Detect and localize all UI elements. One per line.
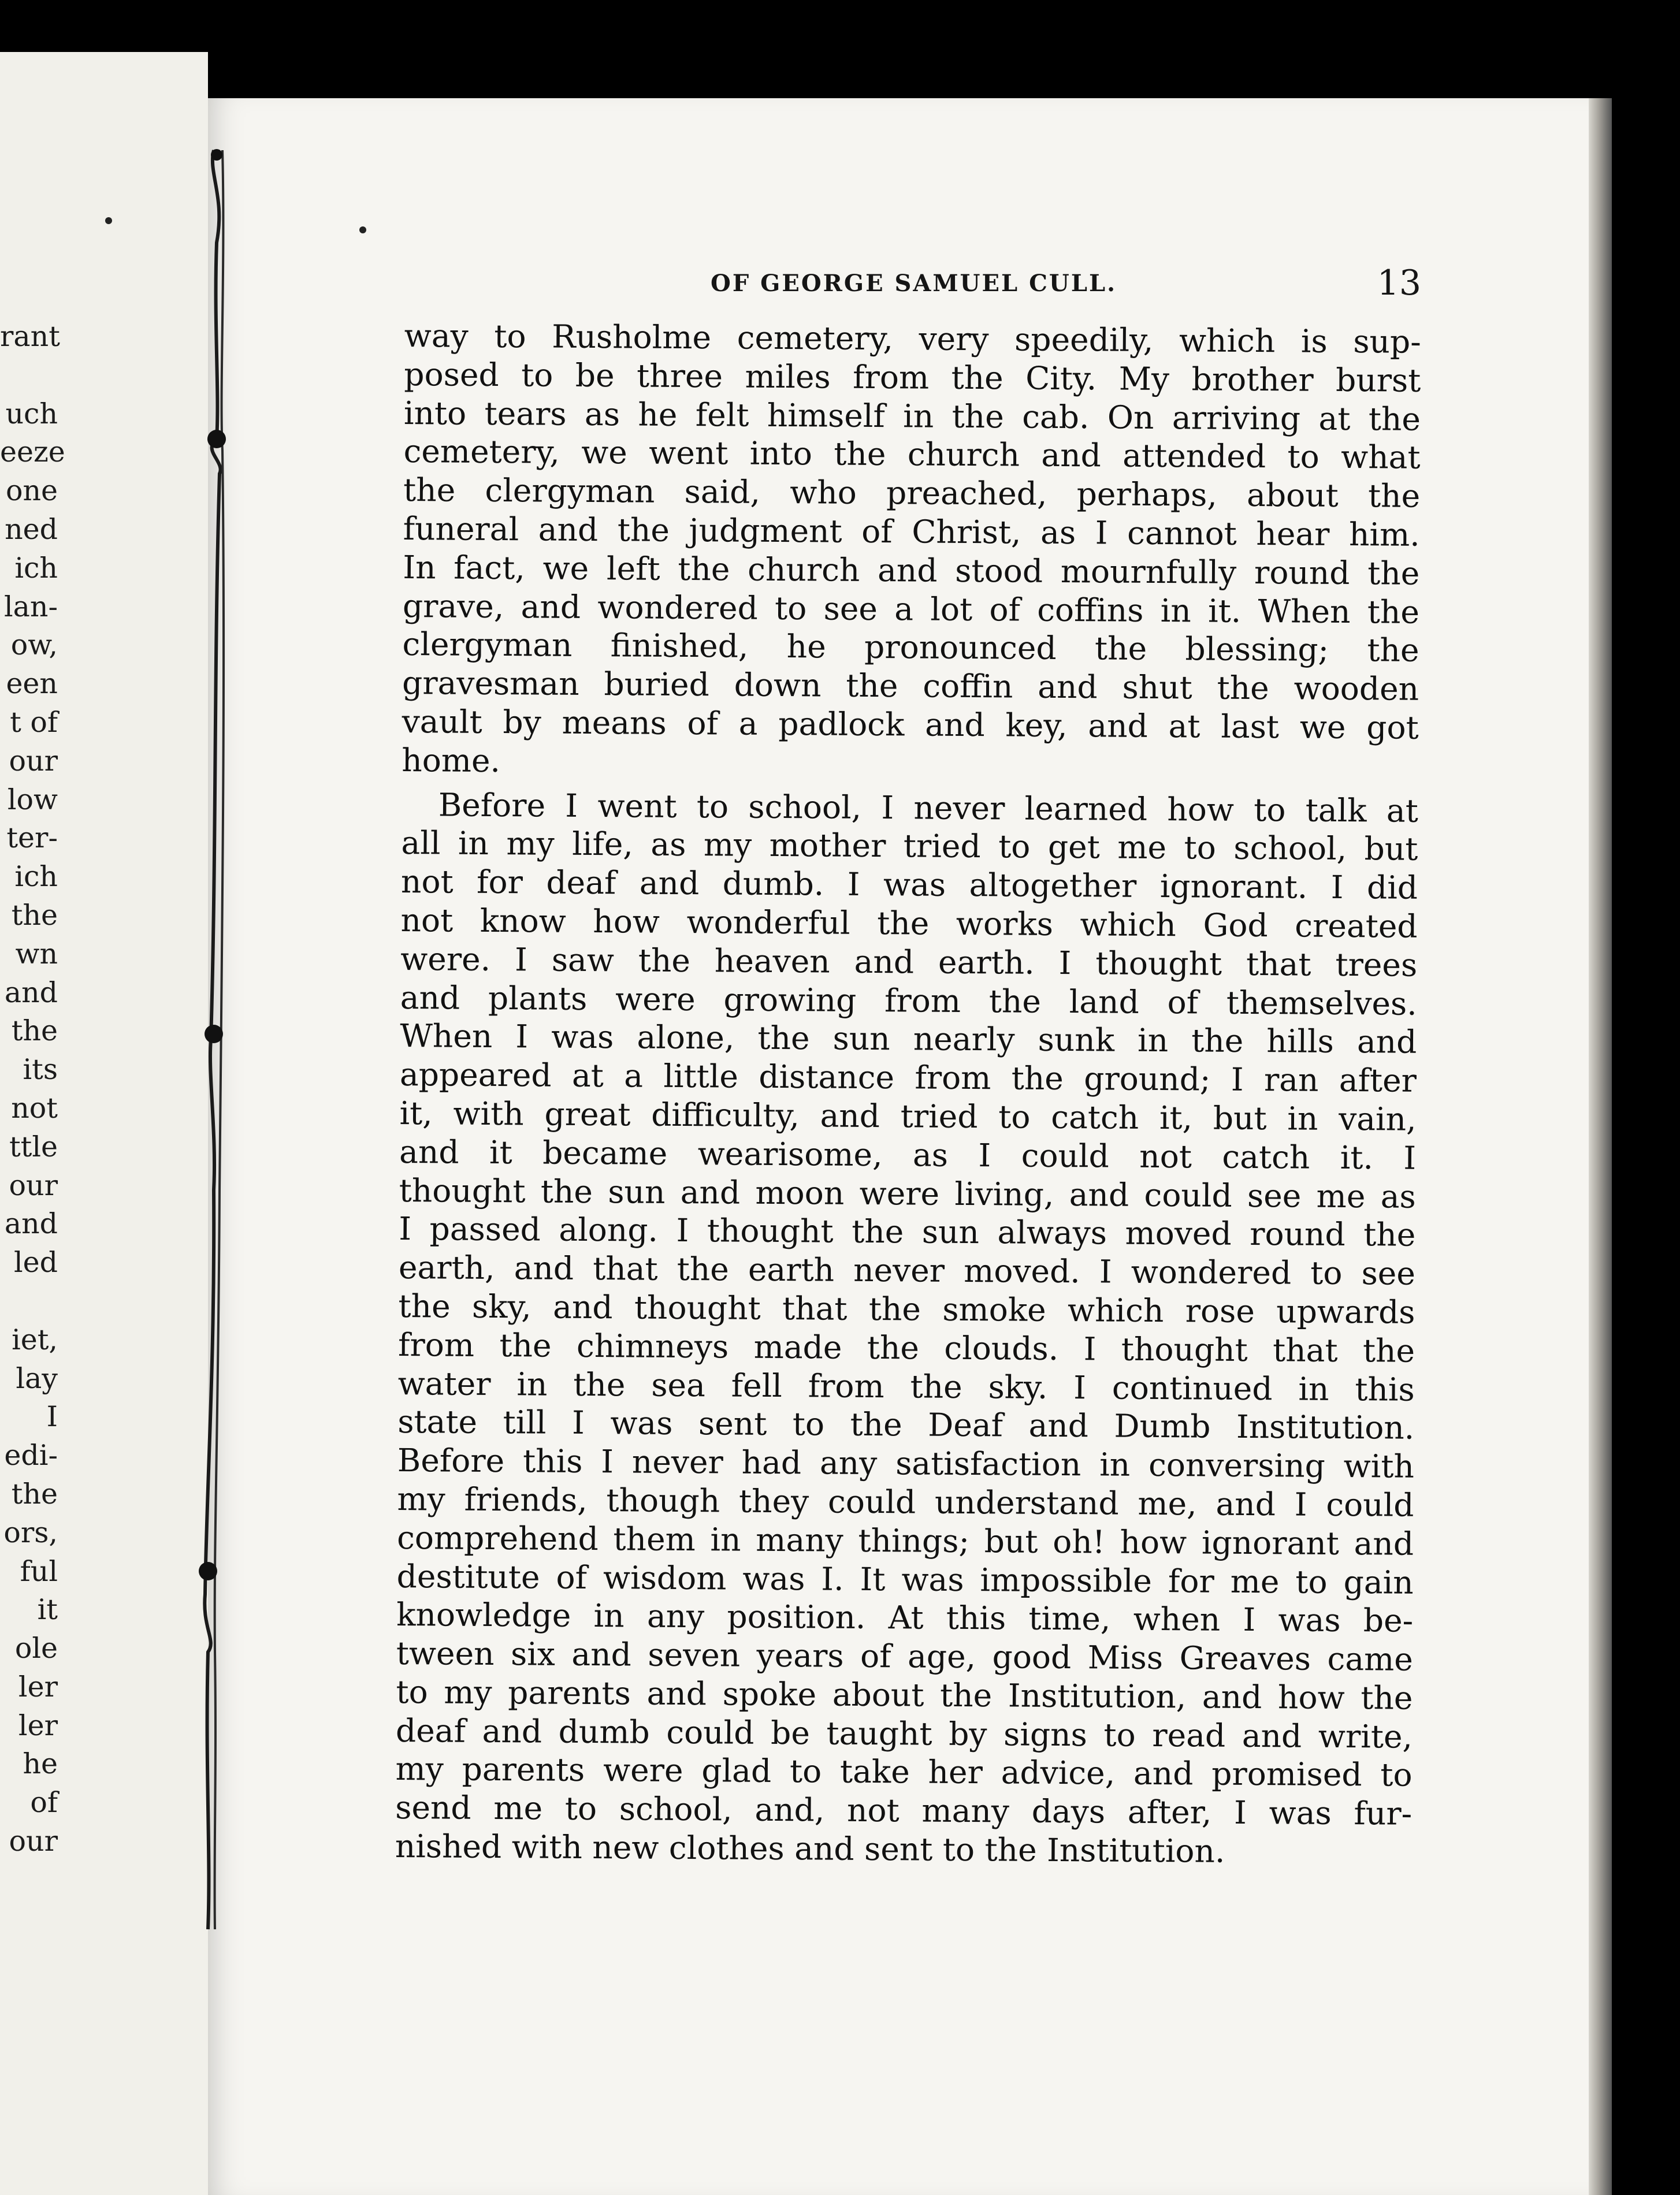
facing-page-fragment: lay [16,1361,58,1395]
text-line: all in my life, as my mother tried to get me to school, but [401,824,1418,868]
facing-page-fragment: our [9,1825,58,1858]
facing-page-fragment: ttle [9,1130,58,1163]
running-head-title: OF GEORGE SAMUEL CULL. [711,270,1117,297]
text-line: clergyman finished, he pronounced the blessing; the [402,626,1419,669]
paragraph [402,317,1421,786]
facing-page-fragment: and [4,1207,58,1241]
text-line: send me to school, and, not many days after, I was fur- [395,1789,1413,1832]
facing-page-fragment: ned [5,512,58,546]
text-line: destitute of wisdom was I. It was impossible for me to gain [396,1557,1414,1601]
text-line: When I was alone, the sun nearly sunk in the hills and [400,1017,1417,1061]
facing-page-fragment: ow, [10,628,58,662]
text-line: Before this I never had any satisfaction in conversing with [397,1442,1415,1485]
facing-page-fragment: wn [15,937,58,970]
facing-page-fragment: uch [5,397,58,430]
text-line: nished with new clothes and sent to the Institution. [395,1828,1225,1870]
facing-page-fragment: een [6,667,58,701]
text-line: In fact, we left the church and stood mournfully round the [403,548,1420,592]
text-line: state till I was sent to the Deaf and Dumb Institution. [397,1403,1415,1447]
facing-page-fragment: the [11,1477,58,1511]
text-line: knowledge in any position. At this time, when I was be- [396,1596,1414,1640]
body-text [395,317,1421,1872]
facing-page-fragment: ler [18,1709,58,1742]
facing-page-fragment: ich [14,860,58,894]
ink-speck [105,217,112,224]
facing-page-fragment: low [7,783,58,816]
facing-page [0,52,208,2195]
text-line: grave, and wondered to see a lot of coffins in it. When the [402,587,1420,631]
text-line: funeral and the judgment of Christ, as I cannot hear him. [403,509,1420,553]
facing-page-fragment: edi- [4,1439,58,1472]
text-line: were. I saw the heaven and earth. I thought that trees [400,940,1418,984]
text-line: the sky, and thought that the smoke which rose upwards [398,1287,1415,1331]
facing-page-fragment: not [11,1091,58,1125]
facing-page-fragment: our [9,1169,58,1202]
text-line: the clergyman said, who preached, perhaps, about the [403,471,1421,515]
facing-page-fragment: ler [18,1670,58,1703]
facing-page-text-fragments [0,318,65,1861]
facing-page-fragment: he [23,1747,58,1781]
text-line: cemetery, we went into the church and attended to what [403,433,1421,477]
facing-page-fragment: I [46,1400,58,1434]
facing-page-fragment: the [11,898,58,932]
facing-page-fragment: and [4,976,58,1009]
facing-page-fragment: t of [10,705,58,739]
facing-page-fragment: rant [0,320,60,353]
paragraph [395,786,1418,1872]
text-line: appeared at a little distance from the ground; I ran after [399,1056,1417,1099]
facing-page-fragment: lan- [4,590,58,623]
text-line: it, with great difficulty, and tried to catch it, but in vain, [399,1094,1417,1138]
facing-page-fragment: ole [14,1632,58,1665]
text-line: my parents were glad to take her advice, and promised to [395,1750,1413,1794]
facing-page-fragment: iet, [12,1323,58,1356]
facing-page-fragment [0,1282,58,1321]
text-line: Before I went to school, I never learned how to talk at [438,786,1419,829]
facing-page-fragment: our [9,744,58,777]
ink-speck [359,226,366,233]
text-line: to my parents and spoke about the Institution, and how the [396,1673,1413,1717]
facing-page-fragment: eeze [0,436,65,469]
text-line: thought the sun and moon were living, and could see me as [399,1171,1416,1215]
running-head [404,263,1421,303]
facing-page-fragment: led [13,1246,58,1279]
text-line: my friends, though they could understand me, and I could [397,1480,1414,1524]
text-line: water in the sea fell from the sky. I continued in this [397,1364,1415,1408]
text-line: vault by means of a padlock and key, and at last we got [402,702,1419,746]
text-line: not know how wonderful the works which God created [400,901,1418,945]
text-line: I passed along. I thought the sun always moved round the [399,1210,1416,1254]
text-line: home. [402,741,501,779]
facing-page-fragment: its [23,1053,58,1087]
facing-page-fragment: ors, [3,1516,58,1549]
page-number: 13 [1377,263,1421,303]
facing-page-fragment: one [5,474,58,508]
text-line: posed to be three miles from the City. My brother burst [404,355,1421,399]
facing-page-fragment: it [37,1593,58,1627]
facing-page-fragment: ich [14,551,58,585]
facing-page-fragment: the [11,1014,58,1048]
text-line: tween six and seven years of age, good Miss Greaves came [396,1635,1414,1678]
text-line: and plants were growing from the land of themselves. [400,979,1417,1022]
text-line: deaf and dumb could be taught by signs to read and write, [395,1712,1413,1755]
facing-page-fragment [0,356,58,395]
text-line: gravesman buried down the coffin and shut the wooden [402,664,1419,708]
text-line: into tears as he felt himself in the cab. On arriving at the [403,394,1421,438]
text-line: earth, and that the earth never moved. I wondered to see [398,1249,1416,1292]
page-edge-shadow [1589,98,1612,2195]
text-line: from the chimneys made the clouds. I thought that the [397,1326,1415,1370]
binding-thread-icon [191,150,243,1929]
facing-page-fragment: of [30,1786,58,1820]
text-line: comprehend them in many things; but oh! how ignorant and [396,1519,1414,1562]
text-line: way to Rusholme cemetery, very speedily, which is sup- [404,317,1421,360]
facing-page-fragment: ful [20,1554,58,1588]
text-line: not for deaf and dumb. I was altogether ignorant. I did [400,863,1418,906]
facing-page-fragment: ter- [6,821,58,855]
text-line: and it became wearisome, as I could not catch it. I [399,1133,1417,1177]
